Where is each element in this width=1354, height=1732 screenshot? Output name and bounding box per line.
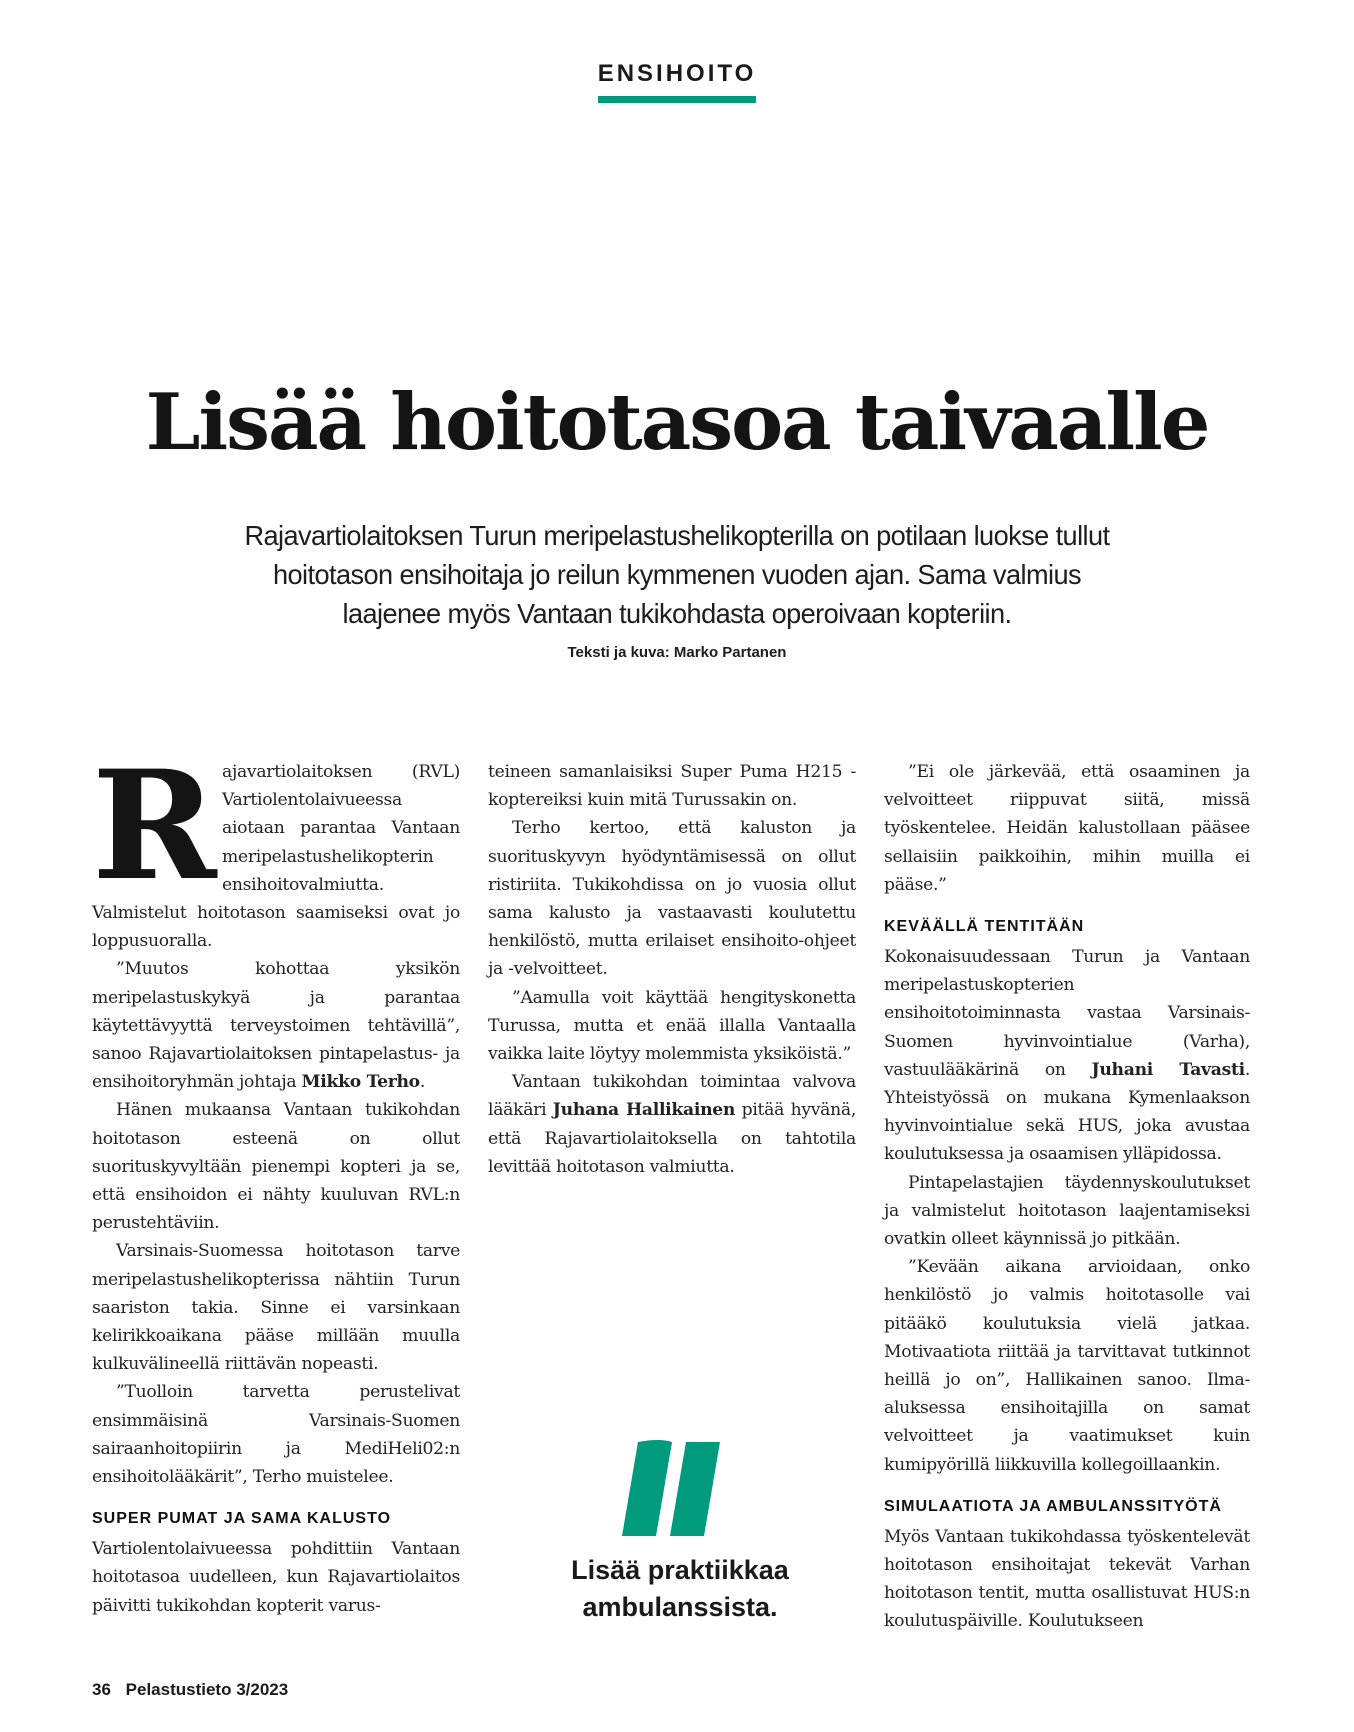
section-tag [0, 60, 1354, 103]
paragraph: Myös Vantaan tukikohdassa työskentelevät hoitotason ensihoitajat tekevät Varhan hoitotason tentit, mutta osallistuvat HUS:n koulutuspäiville. Koulutukseen [884, 1526, 1250, 1632]
paragraph: ajavartiolaitoksen (RVL) Vartiolentolaivueessa aiotaan parantaa Vantaan meripelastushelikopterin ensihoitovalmiutta. Valmistelut hoitotason saamiseksi ovat jo loppusuoralla. [92, 762, 460, 952]
paragraph: Kokonaisuudessaan Turun ja Vantaan meripelastuskopterien ensihoitotoiminnasta vastaa Varsinais-Suomen hyvinvointialue (Varha), vastuulääkärinä on Juhani Tavasti. Yhteistyössä on mukana Kymenlaakson hyvinvointialue sekä HUS, joka avustaa koulutuksessa ja osaamisen ylläpidossa. [884, 947, 1250, 1165]
text-column-1 [92, 738, 460, 1620]
drop-cap: R [92, 738, 217, 914]
person-name: Mikko Terho [301, 1072, 420, 1093]
paragraph: Vantaan tukikohdan toimintaa valvova lääkäri Juhana Hallikainen pitää hyvänä, että Rajavartiolaitoksella on tahtotila levittää hoitotason valmiutta. [488, 1072, 856, 1177]
paragraph: ”Ei ole järkevää, että osaaminen ja velvoitteet riippuvat siitä, missä työskentelee. Heidän kalustollaan pääsee sellaisiin paikkoihin, mihin muilla ei pääse.” [884, 762, 1250, 895]
paragraph: ”Aamulla voit käyttää hengityskonetta Turussa, mutta et enää illalla Vantaalla vaikka laite löytyy molemmista yksiköistä.” [488, 987, 856, 1065]
article-byline: Teksti ja kuva: Marko Partanen [567, 644, 787, 661]
magazine-issue: Pelastustieto 3/2023 [125, 1680, 289, 1699]
text-column-2 [488, 758, 856, 1181]
subheading: SIMULAATIOTA JA AMBULANSSITYÖTÄ [884, 1497, 1222, 1515]
paragraph: Varsinais-Suomessa hoitotason tarve meripelastushelikopterissa nähtiin Turun saariston takia. Sinne ei varsinkaan kelirikkoaikana pääse millään muulla kulkuvälineellä riittävän nopeasti. [92, 1241, 460, 1375]
text-column-3 [884, 758, 1250, 1636]
article-lead: Rajavartiolaitoksen Turun meripelastushelikopterilla on potilaan luokse tullut hoitotason ensihoitaja jo reilun kymmenen vuoden ajan. Sama valmius laajenee myös Vantaan tukikohdasta operoivaan kopteriin. [244, 520, 1110, 629]
paragraph: ”Tuolloin tarvetta perustelivat ensimmäisinä Varsinais-Suomen sairaanhoitopiirin ja MediHeli02:n ensihoitolääkärit”, Terho muistelee. [92, 1382, 460, 1488]
page-number: 36 [92, 1680, 111, 1699]
paragraph: teineen samanlaisiksi Super Puma H215 -koptereiksi kuin mitä Turussakin on. [488, 762, 856, 811]
section-label: ENSIHOITO [598, 60, 757, 103]
person-name: Juhani Tavasti [1091, 1059, 1245, 1080]
paragraph: Hänen mukaansa Vantaan tukikohdan hoitotason esteenä on ollut suorituskyvyltään pienempi kopteri ja se, että ensihoidon ei nähty kuuluvan RVL:n perustehtäviin. [92, 1100, 460, 1234]
person-name: Juhana Hallikainen [552, 1100, 736, 1121]
quote-mark-icon [620, 1440, 740, 1540]
paragraph: Terho kertoo, että kaluston ja suorituskyvyn hyödyntämisessä on ollut ristiriita. Tukikohdissa on jo vuosia ollut sama kalusto ja vastaavasti koulutettu henkilöstö, mutta erilaiset ensihoito-ohjeet ja -velvoitteet. [488, 818, 856, 980]
page-footer [92, 1680, 298, 1700]
subheading: SUPER PUMAT JA SAMA KALUSTO [92, 1510, 392, 1528]
subheading: KEVÄÄLLÄ TENTITÄÄN [884, 918, 1085, 936]
paragraph: Vartiolentolaivueessa pohdittiin Vantaan hoitotasoa uudelleen, kun Rajavartiolaitos päivitti tukikohdan kopterit varus- [92, 1539, 460, 1616]
paragraph: Pintapelastajien täydennyskoulutukset ja valmistelut hoitotason laajentamiseksi ovatkin olleet käynnissä jo pitkään. [884, 1172, 1250, 1250]
paragraph: ”Muutos kohottaa yksikön meripelastuskykyä ja parantaa käytettävyyttä terveystoimen tehtävillä”, sanoo Rajavartiolaitoksen pintapelastus- ja ensihoitoryhmän johtaja Mikko Terho. [92, 959, 460, 1093]
pull-quote: Lisää praktiikkaa ambulanssista. [571, 1555, 789, 1622]
paragraph: ”Kevään aikana arvioidaan, onko henkilöstö jo valmis hoitotasolle vai pitääkö koulutuksia vielä jatkaa. Motivaatiota riittää ja tarvittavat tutkinnot heillä jo on”, Hallikainen sanoo. Ilma-aluksessa ensihoitajilla on samat velvoitteet ja vaatimukset kuin kumipyörillä liikkuvilla kollegoillaankin. [884, 1257, 1250, 1475]
article-headline: Lisää hoitotasoa taivaalle [145, 377, 1209, 468]
